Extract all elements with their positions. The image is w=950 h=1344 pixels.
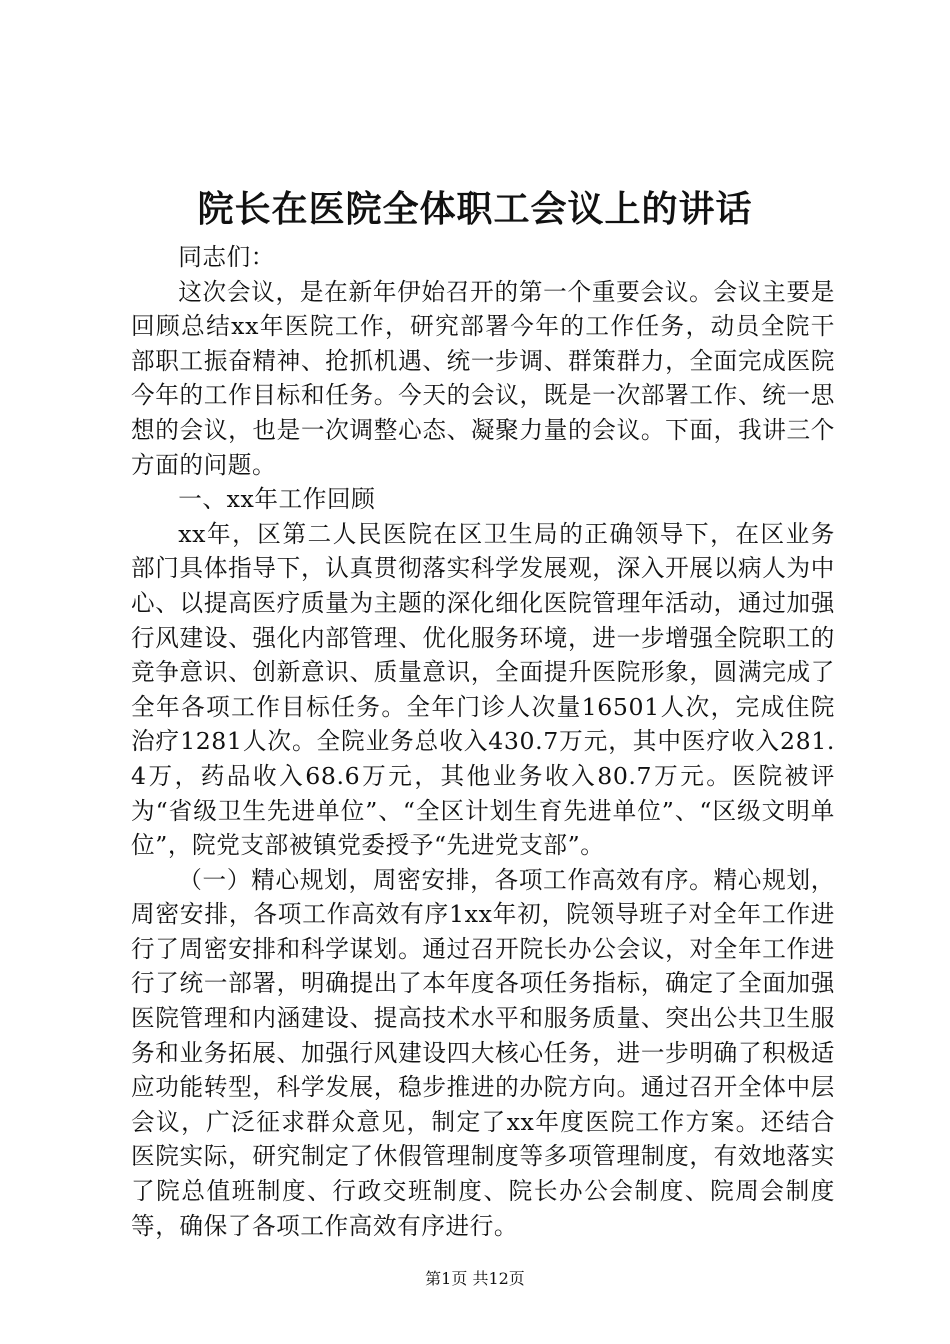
document-body [131, 240, 835, 1243]
intro-paragraph: 这次会议，是在新年伊始召开的第一个重要会议。会议主要是回顾总结xx年医院工作，研究部署今年的工作任务，动员全院干部职工振奋精神、抢抓机遇、统一步调、群策群力，全面完成医院今年的工作目标和任务。今天的会议，既是一次部署工作、统一思想的会议，也是一次调整心态、凝聚力量的会议。下面，我讲三个方面的问题。 [131, 277, 835, 479]
subsection-paragraph: （一）精心规划，周密安排，各项工作高效有序。精心规划，周密安排，各项工作高效有序1xx年初，院领导班子对全年工作进行了周密安排和科学谋划。通过召开院长办公会议，对全年工作进行了统一部署，明确提出了本年度各项任务指标，确定了全面加强医院管理和内涵建设、提高技术水平和服务质量、突出公共卫生服务和业务拓展、加强行风建设四大核心任务，进一步明确了积极适应功能转型，科学发展，稳步推进的办院方向。通过召开全体中层会议，广泛征求群众意见，制定了xx年度医院工作方案。还结合医院实际，研究制定了休假管理制度等多项管理制度，有效地落实了院总值班制度、行政交班制度、院长办公会制度、院周会制度等，确保了各项工作高效有序进行。 [131, 865, 835, 1240]
section-heading: 一、xx年工作回顾 [178, 485, 376, 514]
review-paragraph: xx年，区第二人民医院在区卫生局的正确领导下，在区业务部门具体指导下，认真贯彻落实科学发展观，深入开展以病人为中心、以提高医疗质量为主题的深化细化医院管理年活动，通过加强行风建设、强化内部管理、优化服务环境，进一步增强全院职工的竞争意识、创新意识、质量意识，全面提升医院形象，圆满完成了全年各项工作目标任务。全年门诊人次量16501人次，完成住院治疗1281人次。全院业务总收入430.7万元，其中医疗收入281.4万，药品收入68.6万元，其他业务收入80.7万元。医院被评为“省级卫生先进单位”、“全区计划生育先进单位”、“区级文明单位”，院党支部被镇党委授予“先进党支部”。 [131, 519, 835, 860]
salutation-paragraph: 同志们： [178, 243, 275, 271]
document-title: 院长在医院全体职工会议上的讲话 [197, 189, 753, 230]
page-footer: 第1页 共12页 [425, 1269, 525, 1288]
